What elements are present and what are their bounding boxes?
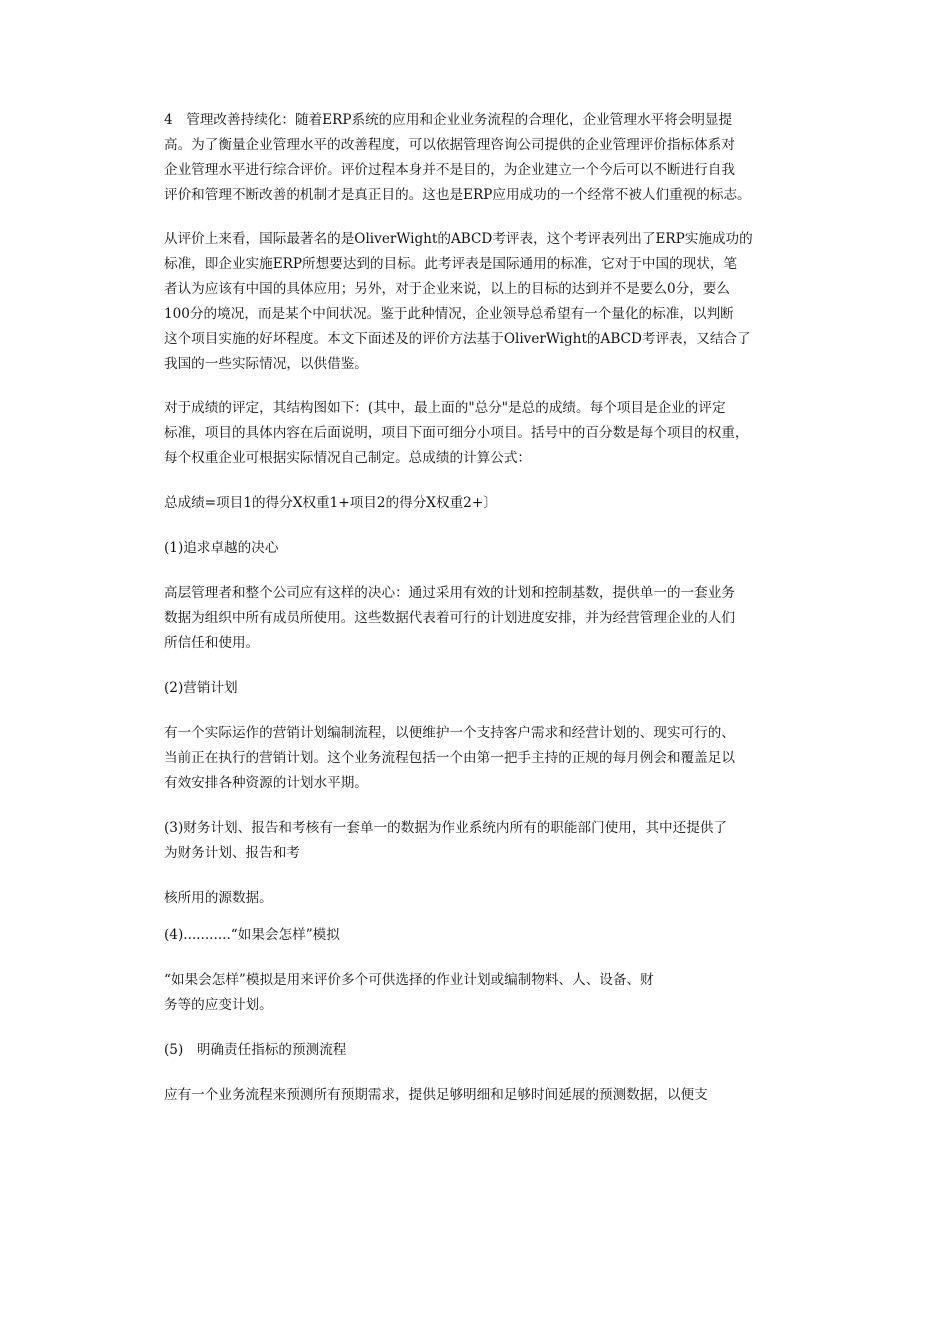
section-heading-5 <box>164 1038 804 1063</box>
paragraph-management-improvement <box>164 108 804 208</box>
text-line: 数据为组织中所有成员所使用。这些数据代表着可行的计划进度安排，并为经营管理企业的人们 <box>164 610 735 626</box>
text-line: 评价和管理不断改善的机制才是真正目的。这也是ERP应用成功的一个经常不被人们重视的标志。 <box>164 187 751 203</box>
text-line: 为财务计划、报告和考 <box>164 845 300 861</box>
text-line: (2)营销计划 <box>164 680 238 696</box>
text-line: 标准，项目的具体内容在后面说明，项目下面可细分小项目。括号中的百分数是每个项目的权重， <box>164 425 749 441</box>
text-line: 有效安排各种资源的计划水平期。 <box>164 775 368 791</box>
text-line: 标准，即企业实施ERP所想要达到的目标。此考评表是国际通用的标准，它对于中国的现状，笔 <box>164 256 738 272</box>
text-line: 所信任和使用。 <box>164 635 260 651</box>
text-line: 有一个实际运作的营销计划编制流程，以便维护一个支持客户需求和经营计划的、现实可行的、 <box>164 725 735 741</box>
document-page <box>164 108 804 1108</box>
formula-line <box>164 491 804 516</box>
paragraph-scoring <box>164 396 804 471</box>
text-line: 应有一个业务流程来预测所有预期需求，提供足够明细和足够时间延展的预测数据，以便支 <box>164 1087 708 1103</box>
text-line: “如果会怎样”模拟是用来评价多个可供选择的作业计划或编制物料、人、设备、财 <box>164 972 654 988</box>
text-line: 核所用的源数据。 <box>164 890 273 906</box>
text-line: 当前正在执行的营销计划。这个业务流程包括一个由第一把手主持的正规的每月例会和覆盖足以 <box>164 750 735 766</box>
text-line: 每个权重企业可根据实际情况自己制定。总成绩的计算公式： <box>164 450 532 466</box>
paragraph-marketing-plan <box>164 721 804 796</box>
text-line: 高。为了衡量企业管理水平的改善程度，可以依据管理咨询公司提供的企业管理评价指标体系对 <box>164 137 735 153</box>
text-line: 4 管理改善持续化：随着ERP系统的应用和企业业务流程的合理化，企业管理水平将会明显提 <box>164 112 733 128</box>
section-heading-4 <box>164 923 804 948</box>
text-line: 务等的应变计划。 <box>164 997 273 1013</box>
text-line: 企业管理水平进行综合评价。评价过程本身并不是目的，为企业建立一个今后可以不断进行自我 <box>164 162 735 178</box>
text-line: 这个项目实施的好坏程度。本文下面述及的评价方法基于OliverWight的ABCD考评表，又结合了 <box>164 331 751 347</box>
paragraph-what-if <box>164 968 804 1018</box>
text-line: 100分的境况，而是某个中间状况。鉴于此种情况，企业领导总希望有一个量化的标准，以判断 <box>164 306 734 322</box>
text-line: (5) 明确责任指标的预测流程 <box>164 1042 347 1058</box>
text-line: 我国的一些实际情况，以供借鉴。 <box>164 356 368 372</box>
text-line: (1)追求卓越的决心 <box>164 540 279 556</box>
text-line: (3)财务计划、报告和考核有一套单一的数据为作业系统内所有的职能部门使用，其中还提供了 <box>164 820 728 836</box>
text-line: 总成绩=项目1的得分X权重1+项目2的得分X权重2+〕 <box>164 495 497 511</box>
paragraph-forecast <box>164 1083 804 1108</box>
text-line: 者认为应该有中国的具体应用；另外，对于企业来说，以上的目标的达到并不是要么0分，要么 <box>164 281 730 297</box>
text-line: 从评价上来看，国际最著名的是OliverWight的ABCD考评表，这个考评表列出了ERP实施成功的 <box>164 231 753 247</box>
section-heading-3 <box>164 816 804 866</box>
text-line: 高层管理者和整个公司应有这样的决心：通过采用有效的计划和控制基数，提供单一的一套业务 <box>164 585 735 601</box>
text-line: (4)...........“如果会怎样”模拟 <box>164 927 340 943</box>
paragraph-source-data <box>164 886 804 911</box>
paragraph-evaluation <box>164 227 804 377</box>
section-heading-1 <box>164 536 804 561</box>
paragraph-determination <box>164 581 804 656</box>
text-line: 对于成绩的评定，其结构图如下：(其中，最上面的"总分"是总的成绩。每个项目是企业的评定 <box>164 400 726 416</box>
section-heading-2 <box>164 676 804 701</box>
